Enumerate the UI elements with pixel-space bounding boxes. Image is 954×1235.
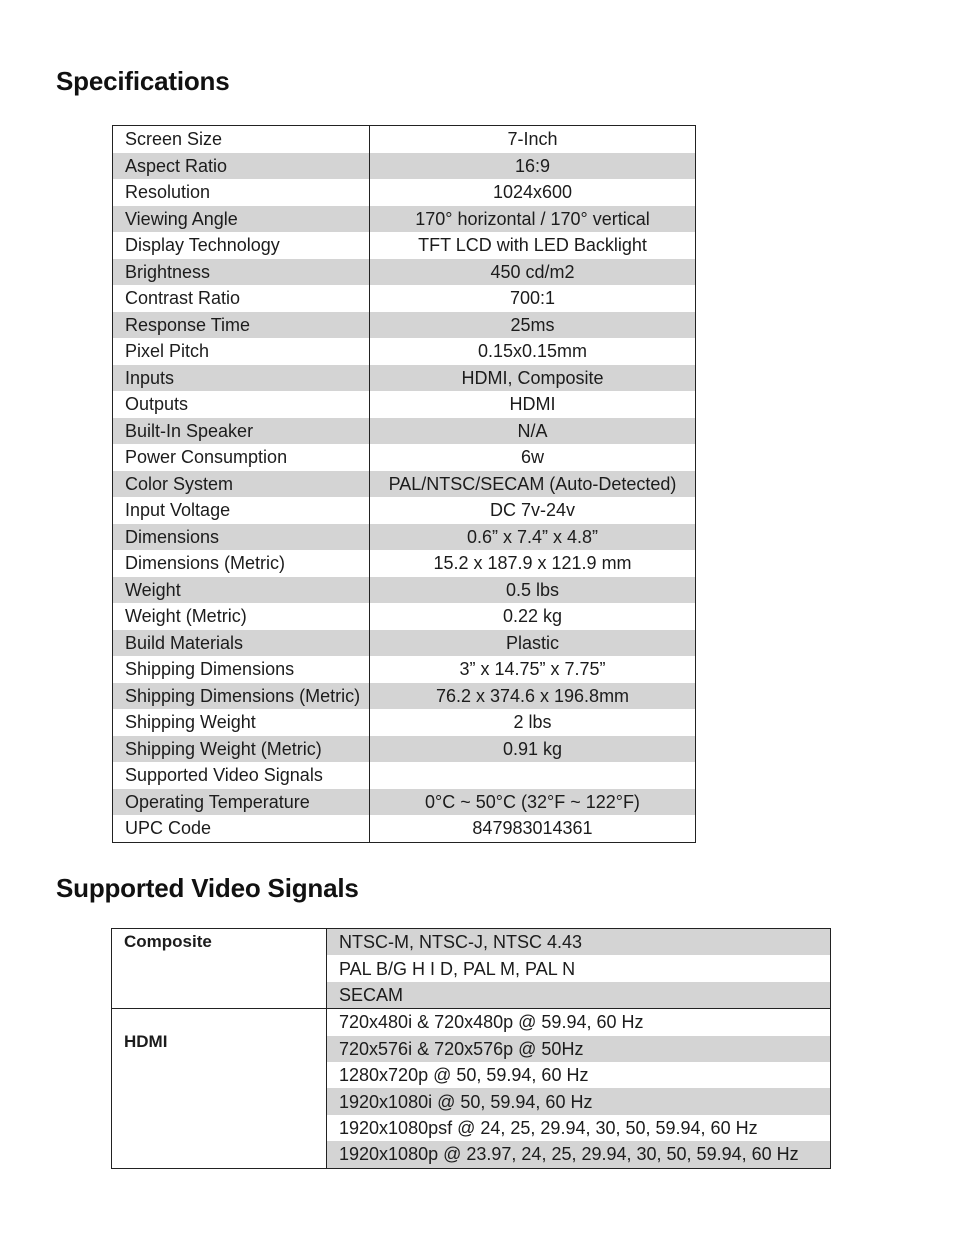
specifications-table <box>112 125 696 843</box>
table-row <box>113 206 696 233</box>
spec-value: 0.6” x 7.4” x 4.8” <box>370 524 696 551</box>
video-signals-heading: Supported Video Signals <box>56 873 359 903</box>
table-row <box>113 365 696 392</box>
spec-value: 6w <box>520 447 544 468</box>
table-row <box>113 285 696 312</box>
signal-value: 1280x720p @ 50, 59.94, 60 Hz <box>339 1065 589 1086</box>
spec-value: 76.2 x 374.6 x 196.8mm <box>370 683 696 710</box>
spec-label: Power Consumption <box>113 444 370 471</box>
spec-label: Brightness <box>113 259 370 286</box>
spec-value: HDMI <box>509 394 556 415</box>
spec-label: Operating Temperature <box>113 789 370 816</box>
spec-value: 1024x600 <box>492 182 573 203</box>
table-row <box>113 471 696 498</box>
spec-label: Display Technology <box>113 232 370 259</box>
spec-label: Color System <box>113 471 370 498</box>
spec-value: 25ms <box>370 312 696 339</box>
signal-value: SECAM <box>327 982 831 1009</box>
table-row <box>113 550 696 577</box>
table-row <box>113 524 696 551</box>
spec-value: TFT LCD with LED Backlight <box>418 235 647 256</box>
spec-label: Contrast Ratio <box>113 285 370 312</box>
spec-label: Screen Size <box>113 126 370 153</box>
table-row <box>113 630 696 657</box>
spec-value: 0.15x0.15mm <box>477 341 588 362</box>
table-row <box>113 603 696 630</box>
spec-value: 0.22 kg <box>502 606 563 627</box>
table-row <box>113 789 696 816</box>
spec-label: Weight (Metric) <box>113 603 370 630</box>
spec-value: Plastic <box>370 630 696 657</box>
table-row <box>113 444 696 471</box>
table-row <box>113 126 696 153</box>
signal-value: 1920x1080p @ 23.97, 24, 25, 29.94, 30, 50, 59.94, 60 Hz <box>327 1141 831 1168</box>
table-row <box>113 709 696 736</box>
table-row <box>112 929 831 956</box>
spec-value: 15.2 x 187.9 x 121.9 mm <box>433 553 632 574</box>
spec-value: 0.5 lbs <box>370 577 696 604</box>
spec-label: Weight <box>113 577 370 604</box>
spec-value: DC 7v-24v <box>489 500 576 521</box>
table-row <box>113 683 696 710</box>
video-signals-table <box>111 928 831 1169</box>
signal-value: 1920x1080i @ 50, 59.94, 60 Hz <box>327 1088 831 1114</box>
table-row <box>113 232 696 259</box>
table-row <box>113 736 696 763</box>
table-row <box>113 179 696 206</box>
signal-value: NTSC-M, NTSC-J, NTSC 4.43 <box>327 929 831 956</box>
spec-label: Shipping Dimensions <box>113 656 370 683</box>
table-row <box>113 815 696 842</box>
spec-label: Build Materials <box>113 630 370 657</box>
spec-label: Shipping Weight <box>113 709 370 736</box>
spec-value: 3” x 14.75” x 7.75” <box>459 659 606 680</box>
spec-label: Input Voltage <box>113 497 370 524</box>
signal-group-name: HDMI <box>112 1009 327 1168</box>
table-row <box>113 153 696 180</box>
specifications-heading: Specifications <box>56 66 230 96</box>
spec-label: Resolution <box>113 179 370 206</box>
spec-label: Dimensions (Metric) <box>113 550 370 577</box>
table-row <box>113 391 696 418</box>
spec-value: 7-Inch <box>507 129 558 150</box>
spec-value: HDMI, Composite <box>370 365 696 392</box>
table-row <box>113 418 696 445</box>
spec-label: UPC Code <box>113 815 370 842</box>
signal-group-name: Composite <box>112 929 327 1009</box>
table-row <box>112 1009 831 1036</box>
spec-value: 2 lbs <box>513 712 552 733</box>
spec-label: Shipping Weight (Metric) <box>113 736 370 763</box>
table-row <box>113 312 696 339</box>
spec-value: 0.91 kg <box>370 736 696 763</box>
spec-label: Pixel Pitch <box>113 338 370 365</box>
spec-label: Aspect Ratio <box>113 153 370 180</box>
table-row <box>113 762 696 789</box>
spec-label: Shipping Dimensions (Metric) <box>113 683 370 710</box>
spec-label: Supported Video Signals <box>113 762 370 789</box>
table-row <box>113 497 696 524</box>
signal-value: PAL B/G H I D, PAL M, PAL N <box>339 958 576 979</box>
spec-label: Outputs <box>113 391 370 418</box>
spec-label: Inputs <box>113 365 370 392</box>
spec-value: 847983014361 <box>472 818 593 839</box>
spec-value <box>370 762 696 789</box>
spec-value: 700:1 <box>509 288 556 309</box>
spec-label: Built-In Speaker <box>113 418 370 445</box>
signal-value: 1920x1080psf @ 24, 25, 29.94, 30, 50, 59.94, 60 Hz <box>339 1117 758 1138</box>
table-row <box>113 259 696 286</box>
table-row <box>113 577 696 604</box>
spec-value: 170° horizontal / 170° vertical <box>370 206 696 233</box>
signal-value: 720x576i & 720x576p @ 50Hz <box>327 1036 831 1062</box>
spec-label: Viewing Angle <box>113 206 370 233</box>
spec-value: PAL/NTSC/SECAM (Auto-Detected) <box>370 471 696 498</box>
spec-label: Response Time <box>113 312 370 339</box>
spec-value: 450 cd/m2 <box>370 259 696 286</box>
table-row <box>113 338 696 365</box>
table-row <box>113 656 696 683</box>
spec-value: N/A <box>370 418 696 445</box>
spec-value: 16:9 <box>370 153 696 180</box>
spec-label: Dimensions <box>113 524 370 551</box>
signal-value: 720x480i & 720x480p @ 59.94, 60 Hz <box>327 1009 831 1036</box>
spec-value: 0°C ~ 50°C (32°F ~ 122°F) <box>370 789 696 816</box>
